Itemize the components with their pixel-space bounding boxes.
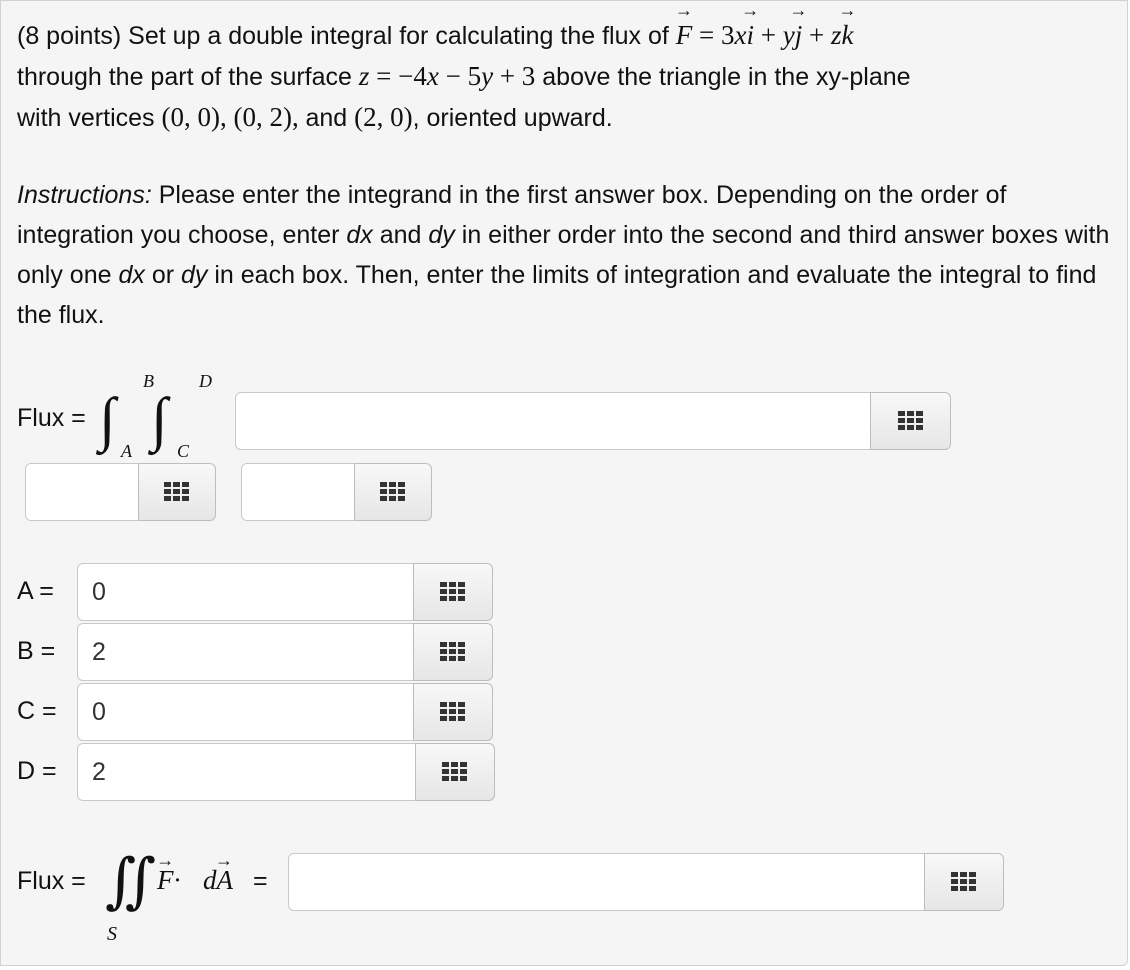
keypad-icon[interactable] [870, 392, 951, 450]
limit-C-input[interactable]: 0 [77, 683, 415, 741]
flux-label: Flux = [17, 404, 86, 432]
keypad-icon[interactable] [354, 463, 432, 521]
problem-statement: (8 points) Set up a double integral for calculating the flux of → F = 3x → i + y → j + z → k through the part of the surface z = −4x − 5y + 3 above the triangle in the xy-plane with vertices (0, 0), (0, 2), and (2, 0), oriented upward. [17, 0, 911, 132]
limit-D: D [199, 371, 212, 391]
keypad-icon[interactable] [415, 743, 495, 801]
instructions-label: Instructions: [17, 181, 152, 209]
surface-integral-symbol: ∬ [105, 848, 157, 914]
limit-B-input[interactable]: 2 [77, 623, 415, 681]
differential-1-input[interactable] [25, 463, 139, 521]
keypad-icon[interactable] [413, 623, 493, 681]
keypad-icon[interactable] [138, 463, 216, 521]
points-label: (8 points) [17, 22, 122, 50]
differential-2-input[interactable] [241, 463, 355, 521]
limit-D-label: D = [17, 757, 57, 785]
integrand-input[interactable] [235, 392, 871, 450]
vector-F: → F [156, 850, 175, 895]
limit-A-label: A = [17, 577, 54, 605]
integral-symbol-inner: ∫ [151, 386, 168, 452]
integral-symbol-outer: ∫ [99, 386, 116, 452]
limit-B: B [143, 371, 154, 391]
keypad-icon[interactable] [413, 563, 493, 621]
limit-A-input[interactable]: 0 [77, 563, 415, 621]
surface-label-S: S [107, 923, 117, 945]
limit-D-input[interactable]: 2 [77, 743, 417, 801]
flux-result-label: Flux = [17, 867, 86, 895]
flux-result-input[interactable] [288, 853, 926, 911]
limit-C: C [177, 441, 190, 461]
limit-B-label: B = [17, 637, 56, 665]
vector-dA: → dA [203, 850, 233, 895]
keypad-icon[interactable] [924, 853, 1004, 911]
question-panel: (8 points) Set up a double integral for calculating the flux of → F = 3x → i + y → j + z → k through the part of the surface z = −4x − 5y + 3 above the triangle in the xy-plane with vertices (0, 0), (0, 2), and (2, 0), oriented upward. Instructions: Please enter the integrand in the first answer box. Depending on the order of integration you choose, enter dx and dy in either order into the second and third answer boxes with only one dx or dy in each box. Then, enter the limits of integration and evaluate the integral to find the flux. Flux = ∫ ∫ B D A C A = 0 B = 2 C = 0 D = 2 Flux = ∬ S → F · → dA = [0, 0, 1128, 966]
limit-A: A [121, 441, 132, 461]
limit-C-label: C = [17, 697, 57, 725]
instructions: Instructions: Please enter the integrand in the first answer box. Depending on the order of integration you choose, enter dx and dy in either order into the second and third answer boxes with only one dx or dy in each box. Then, enter the limits of integration and evaluate the integral to find the flux. [17, 181, 1110, 329]
keypad-icon[interactable] [413, 683, 493, 741]
